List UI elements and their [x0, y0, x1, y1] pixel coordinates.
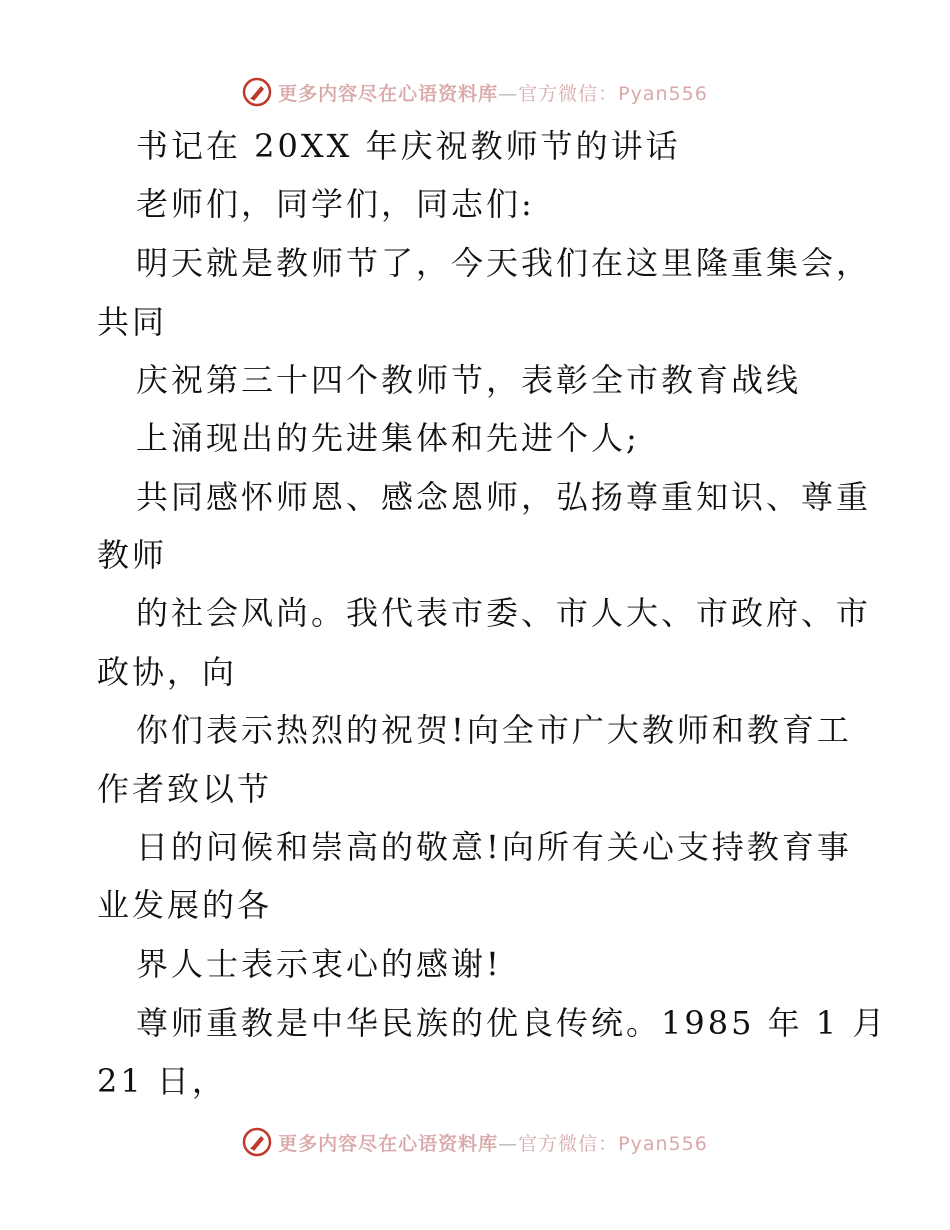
header-contact: 官方微信：Pyan556 — [518, 82, 708, 105]
text-line: 老师们，同学们，同志们: — [136, 185, 535, 223]
text-line: 上涌现出的先进集体和先进个人; — [136, 419, 640, 457]
footer-text — [278, 1129, 708, 1156]
footer-dash: — — [498, 1132, 519, 1155]
text-line: 政协，向 — [97, 653, 238, 691]
header-text — [278, 79, 708, 106]
text-line: 尊师重教是中华民族的优良传统。1985 年 1 月 — [136, 1004, 888, 1042]
header-dash: — — [498, 82, 519, 105]
header-banner — [0, 72, 950, 112]
text-line: 作者致以节 — [97, 770, 273, 808]
text-line: 明天就是教师节了，今天我们在这里隆重集会， — [136, 244, 872, 282]
text-line: 的社会风尚。我代表市委、市人大、市政府、市 — [136, 594, 872, 632]
pen-logo-icon — [242, 77, 272, 107]
text-line: 共同感怀师恩、感念恩师，弘扬尊重知识、尊重 — [136, 478, 872, 516]
text-line: 21 日， — [97, 1062, 227, 1100]
footer-banner — [0, 1122, 950, 1162]
text-line: 业发展的各 — [97, 886, 273, 924]
text-line: 教师 — [97, 536, 168, 574]
header-brand: 更多内容尽在心语资料库 — [278, 82, 499, 105]
text-line: 你们表示热烈的祝贺!向全市广大教师和教育工 — [136, 711, 852, 749]
footer-contact: 官方微信：Pyan556 — [518, 1132, 708, 1155]
text-line: 共同 — [97, 303, 168, 341]
text-line: 日的问候和崇高的敬意!向所有关心支持教育事 — [136, 828, 852, 866]
text-line: 庆祝第三十四个教师节，表彰全市教育战线 — [136, 361, 802, 399]
text-line: 界人士表示衷心的感谢! — [136, 945, 502, 983]
document-title: 书记在 20XX 年庆祝教师节的讲话 — [136, 127, 681, 165]
footer-brand: 更多内容尽在心语资料库 — [278, 1132, 499, 1155]
pen-logo-icon — [242, 1127, 272, 1157]
